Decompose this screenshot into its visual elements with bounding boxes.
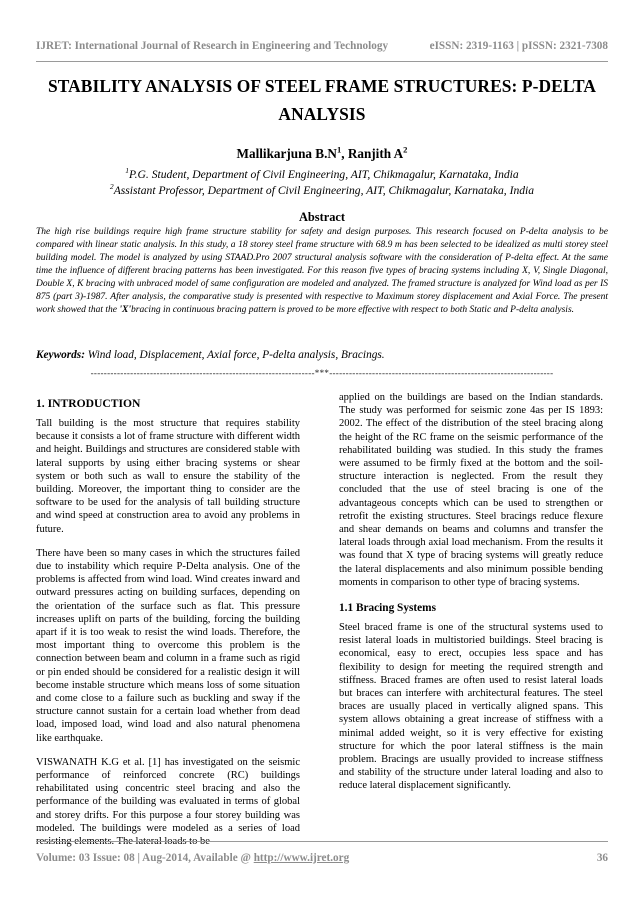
paragraph: Tall building is the most structure that requires stability because it consists a lot of frame structure with different width and height. Buildings and structures are considered stable with lateral supports by using either bracing systems or shear system or both such as wall to ensure the stability of the building. Moreover, the important thing to consider are the software to be used for the analysis of tall building structure and wind speed at construction area to avoid any problems in future. (36, 418, 300, 535)
author-2: Ranjith A (347, 146, 404, 161)
author-1: Mallikarjuna B.N (236, 146, 337, 161)
keywords-label: Keywords: (36, 349, 85, 361)
journal-name: IJRET: International Journal of Research in Engineering and Technology (36, 40, 389, 52)
paragraph: There have been so many cases in which the structures failed due to instability which require P-Delta analysis. One of the problems is affected from wind load. Wind creates inward and outward pressures acting on building surfaces, depending on the orientation of the surface such as flat. This pressure increases uplift on parts of the building, forcing the building apart if it is too weak to resist the wind loads. Therefore, the most important thing to overcome this problem is the connection between beam and column in a frame such as rigid or pin ended should be considered for a realistic design it will become instable structure which means loss of some situation and come close to a failure such as buckling and sway if the structure cannot sustain for a certain load whether from dead load, imposed load, wind load and also natural phenomena like earthquake. (36, 547, 300, 744)
author-1-sup: 1 (336, 144, 342, 155)
author-2-sup: 2 (403, 144, 408, 155)
header-rule (36, 61, 608, 62)
author-line (36, 146, 608, 162)
footer-rule (36, 841, 608, 842)
left-column (36, 391, 300, 859)
affiliation-2 (36, 183, 608, 198)
affiliation-2-sup: 2 (109, 182, 114, 192)
abstract-emphasis: 'X' (119, 305, 132, 315)
section-1-1-heading: 1.1 Bracing Systems (339, 602, 436, 615)
paragraph: VISWANATH K.G et al. [1] has investigated on the seismic performance of reinforced concrete (RC) buildings rehabilitated using concentric steel bracing and also the performance of the building was evaluated in terms of global and storey drifts. For this purpose a four storey building was modeled. The buildings were modeled as a series of load resisting elements. The lateral loads to be (36, 756, 300, 848)
abstract-heading: Abstract (298, 210, 346, 224)
affiliation-1-sup: 1 (125, 166, 130, 176)
issn: eISSN: 2319-1163 | pISSN: 2321-7308 (429, 40, 608, 52)
running-header (36, 40, 608, 52)
keywords-list: Wind load, Displacement, Axial force, P-delta analysis, Bracings. (84, 349, 385, 361)
keywords (36, 349, 608, 361)
section-separator: --------------------------------------------------------------------***-------------------------------------------------------------------- (90, 368, 554, 378)
footer-volume (36, 852, 349, 864)
abstract-text-a: The high rise buildings require high frame structure stability for safety and design purposes. This research focused on P-delta analysis to be compared with linear static analysis. In this study, a 18 storey steel frame structure with 68.9 m has been selected to be idealized as multi storey steel building model. The model is analyzed by using STAAD.Pro 2007 structural analysis software with the consideration of P-delta effect. At the same time the influence of different bracing patterns has been investigated. For this reason five types of bracing systems including X, V, Single Diagonal, Double X, K bracing with unbraced model of same configuration are modeled and analyzed. The framed structure is analyzed for Wind load as per IS 875 (part 3)-1987. After analysis, the comparative study is presented with respective to Maximum storey displacement and Axial Force. The present work showed that the (36, 227, 608, 315)
affiliation-1 (36, 167, 608, 182)
affiliation-2-text: Assistant Professor, Department of Civil Engineering, AIT, Chikmagalur, Karnataka, India (113, 184, 535, 197)
page-number: 36 (596, 852, 608, 864)
paper-title: STABILITY ANALYSIS OF STEEL FRAME STRUCTURES: P-DELTA ANALYSIS (47, 76, 597, 124)
right-column (339, 391, 603, 804)
section-1-heading: 1. INTRODUCTION (36, 397, 141, 410)
affiliation-1-text: P.G. Student, Department of Civil Engineering, AIT, Chikmagalur, Karnataka, India (129, 168, 519, 181)
paragraph: applied on the buildings are based on the Indian standards. The study was performed for seismic zone 4as per IS 1893: 2002. The effect of the distribution of the steel bracing along the height of the RC frame on the seismic performance of the rehabilitated building was studied. In this study the frames were assumed to be firmly fixed at the bottom and the soil-structure interaction is neglected. From the result they concluded that the use of steel bracing is one of the advantageous concepts which can be used to strengthen or retrofit the existing structures. Steel bracings reduce flexure and shear demands on beams and columns and transfer the lateral loads through axial load mechanism. From the results it was found that X type of bracing systems will greatly reduce the lateral displacements and also minimum possible bending moments in comparison to other type of bracing systems. (339, 392, 603, 588)
journal-url-link[interactable]: http://www.ijret.org (253, 852, 350, 864)
author-separator: , (341, 146, 348, 161)
abstract-body (36, 226, 608, 317)
paragraph: Steel braced frame is one of the structural systems used to resist lateral loads in multistoried buildings. Steel bracing is economical, easy to erect, occupies less space and has flexibility to design for meeting the required strength and stiffness. Braced frames are often used to resist lateral loads but braces can interfere with architectural features. The steel braces are usually placed in vertically aligned spans. This system allows obtaining a great increase of stiffness with a minimal added weight, so it is very effective for existing structure for which the poor lateral stiffness is the main problem. Bracings are usually provided to increase stiffness and stability of the structure under lateral loading and also to reduce lateral displacement significantly. (339, 622, 603, 792)
abstract-text-b: bracing in continuous bracing pattern is proved to be more effective with respect to both Static and P-delta analysis. (131, 305, 575, 315)
footer-volume-text: Volume: 03 Issue: 08 | Aug-2014, Available @ (36, 852, 254, 864)
running-footer (36, 852, 608, 864)
